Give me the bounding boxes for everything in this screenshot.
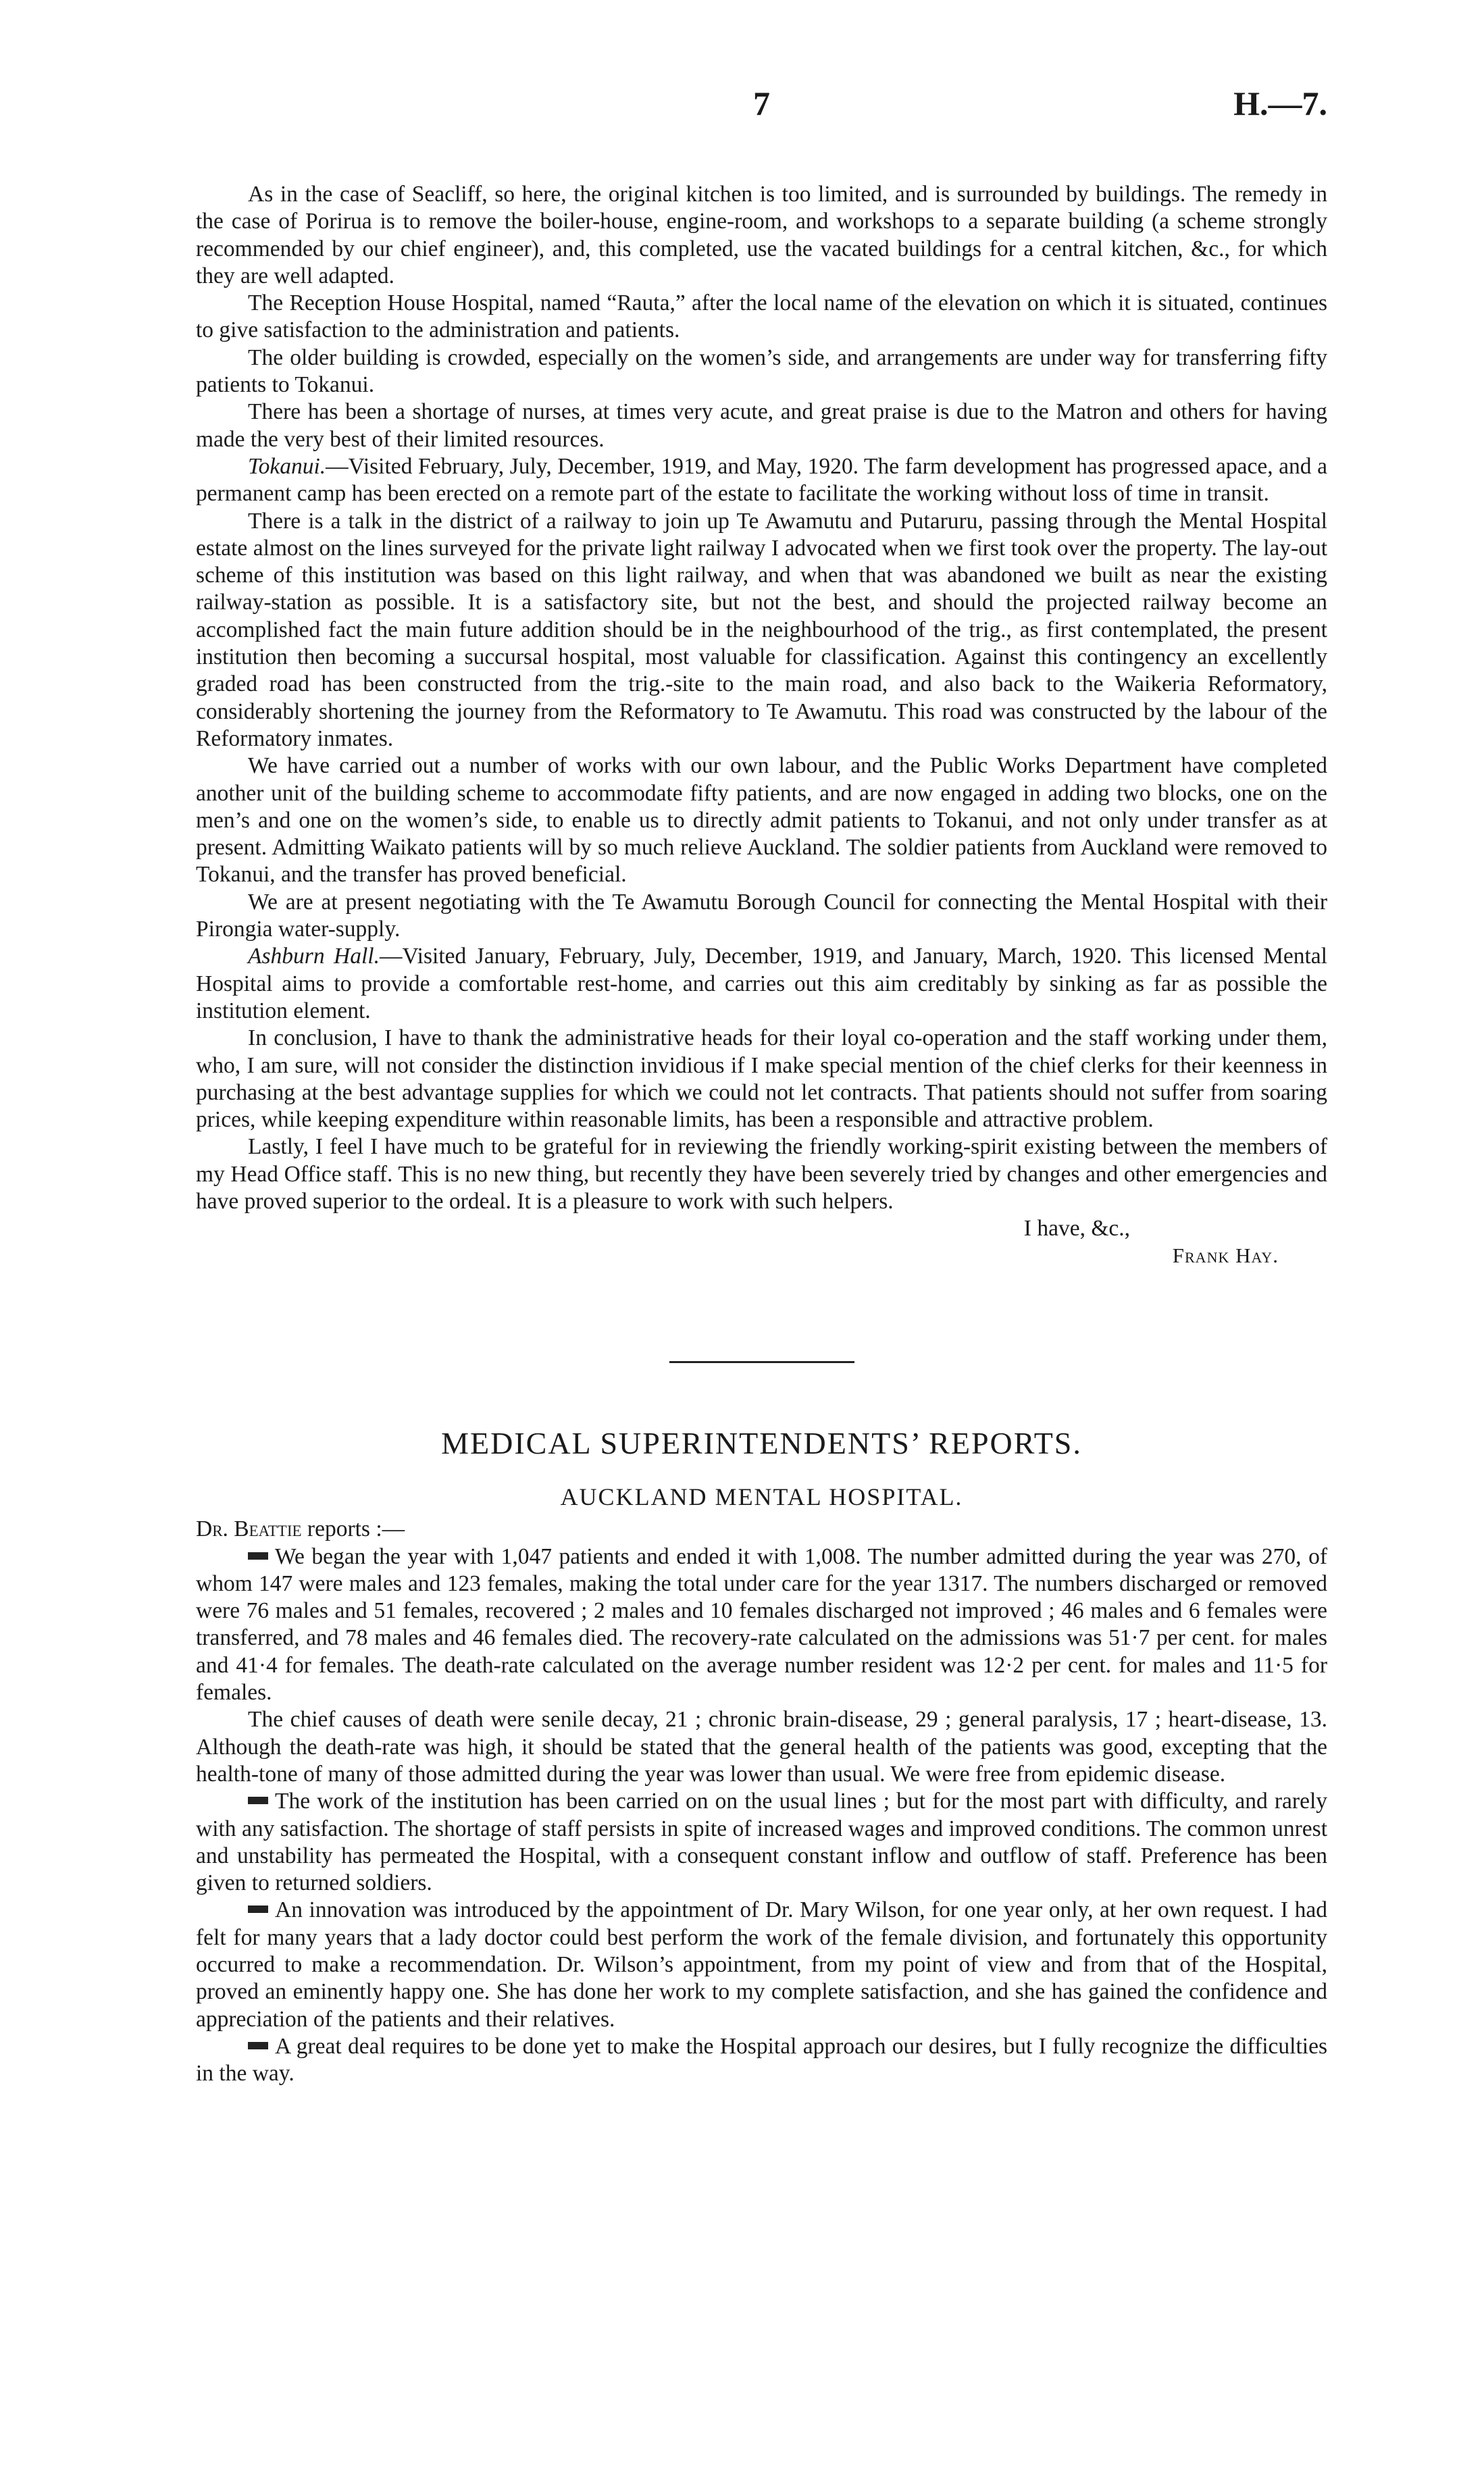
page-body xyxy=(196,181,1327,2088)
paragraph-conclusion: In conclusion, I have to thank the administrative heads for their loyal co-operation and the staff working under them, who, I am sure, will not consider the distinction invidious if I make special mention of the chief clerks for their keenness in purchasing at the best advantage supplies for which we could not let contracts. That patients should not suffer from soaring prices, while keeping expenditure within reasonable limits, has been a responsible and attractive problem. xyxy=(196,1025,1327,1133)
paragraph-mark-icon xyxy=(248,1552,268,1560)
tokanui-heading: Tokanui. xyxy=(248,453,326,479)
paragraph-mark-icon xyxy=(248,2042,268,2049)
ashburn-heading: Ashburn Hall. xyxy=(248,944,380,969)
signoff-name: Frank Hay. xyxy=(1172,1244,1279,1268)
section-subtitle: AUCKLAND MENTAL HOSPITAL. xyxy=(560,1483,963,1511)
reporter-name: Dr. Beattie xyxy=(196,1516,302,1542)
ashburn-text: —Visited January, February, July, December, 1919, and January, March, 1920. This licensed Mental Hospital aims to provide a comfortable rest-home, and carries out this aim creditably by sinking as far as possible the institution element. xyxy=(196,944,1327,1023)
paragraph-works: We have carried out a number of works with our own labour, and the Public Works Department have completed another unit of the building scheme to accommodate fifty patients, and are now engaged in adding two blocks, one on the men’s and one on the women’s side, to enable us to directly admit patients to Tokanui, and not only under transfer as at present. Admitting Waikato patients will by so much relieve Auckland. The soldier patients from Auckland were removed to Tokanui, and the transfer has proved beneficial. xyxy=(196,753,1327,888)
signoff xyxy=(196,1215,1327,1271)
paragraph-older-building: The older building is crowded, especially on the women’s side, and arrangements are under way for transferring fifty patients to Tokanui. xyxy=(196,344,1327,398)
section-title: MEDICAL SUPERINTENDENTS’ REPORTS. xyxy=(441,1426,1082,1461)
paragraph-mark-icon xyxy=(248,1797,268,1804)
paragraph-railway: There is a talk in the district of a railway to join up Te Awamutu and Putaruru, passing through the Mental Hospital estate almost on the lines surveyed for the private light railway I advocated when we first took over the property. The lay-out scheme of this institution was based on this light railway, and when that was abandoned we built as near the existing railway-station as possible. It is a satisfactory site, but not the best, and should the projected railway become an accomplished fact the main future addition should be in the neighbourhood of the trig., as first contemplated, the present institution then becoming a succursal hospital, most valuable for classification. Against this contingency an excellently graded road has been constructed from the trig.-site to the main road, and also back to the Waikeria Reformatory, considerably shortening the journey from the Reformatory to Te Awamutu. This road was constructed by the labour of the Reformatory inmates. xyxy=(196,508,1327,751)
report-paragraph-admissions: We began the year with 1,047 patients and ended it with 1,008. The number admitted during the year was 270, of whom 147 were males and 123 females, making the total under care for the year 1317. The numbers discharged or removed were 76 males and 51 females, recovered ; 2 males and 10 females discharged not improved ; 46 males and 6 females were transferred, and 78 males and 46 females died. The recovery-rate calculated on the admissions was 51·7 per cent. for males and 41·4 for females. The death-rate calculated on the average number resident was 12·2 per cent. for males and 11·5 for females. xyxy=(196,1543,1327,1706)
signoff-closing: I have, &c., xyxy=(1023,1216,1130,1242)
paragraph-kitchen: As in the case of Seacliff, so here, the original kitchen is too limited, and is surrounded by buildings. The remedy in the case of Porirua is to remove the boiler-house, engine-room, and workshops to a separate building (a scheme strongly recommended by our chief engineer), and, this completed, use the vacated buildings for a central kitchen, &c., for which they are well adapted. xyxy=(196,182,1327,288)
section-divider xyxy=(669,1361,854,1363)
report-paragraph-lady-doctor: An innovation was introduced by the appointment of Dr. Mary Wilson, for one year only, at her own request. I had felt for many years that a lady doctor could best perform the work of the female division, and fortunately this opportunity occurred to make a recommendation. Dr. Wilson’s appointment, from my point of view and from that of the Hospital, proved an eminently happy one. She has done her work to my complete satisfaction, and she has gained the confidence and appreciation of the patients and their relatives. xyxy=(196,1897,1327,2032)
paragraph-water-supply: We are at present negotiating with the Te Awamutu Borough Council for connecting the Mental Hospital with their Pirongia water-supply. xyxy=(196,889,1327,942)
report-paragraph-requirements: A great deal requires to be done yet to make the Hospital approach our desires, but I fully recognize the difficulties in the way. xyxy=(196,2033,1327,2087)
report-paragraph-deaths: The chief causes of death were senile decay, 21 ; chronic brain-disease, 29 ; general paralysis, 17 ; heart-disease, 13. Although the death-rate was high, it should be stated that the general health of the patients was good, excepting that the health-tone of many of those admitted during the year was lower than usual. We were free from epidemic disease. xyxy=(196,1707,1327,1787)
reporter-line xyxy=(196,1516,1327,1543)
tokanui-text: —Visited February, July, December, 1919, and May, 1920. The farm development has progressed apace, and a permanent camp has been erected on a remote part of the estate to facilitate the working without loss of time in transit. xyxy=(196,453,1327,507)
document-code: H.—7. xyxy=(1233,84,1327,122)
report-paragraph-staff: The work of the institution has been carried on on the usual lines ; but for the most part with difficulty, and rarely with any satisfaction. The shortage of staff persists in spite of increased wages and improved conditions. The common unrest and unstability has permeated the Hospital, with a consequent constant inflow and outflow of staff. Preference has been given to returned soldiers. xyxy=(196,1789,1327,1896)
paragraph-nurses: There has been a shortage of nurses, at times very acute, and great praise is due to the Matron and others for having made the very best of their limited resources. xyxy=(196,399,1327,452)
page-header xyxy=(196,84,1327,138)
reporter-verb: reports :— xyxy=(307,1516,405,1542)
paragraph-tokanui xyxy=(196,453,1327,508)
paragraph-reception-house: The Reception House Hospital, named “Rauta,” after the local name of the elevation on which it is situated, continues to give satisfaction to the administration and patients. xyxy=(196,290,1327,343)
paragraph-mark-icon xyxy=(248,1905,268,1913)
page-number: 7 xyxy=(753,84,770,122)
paragraph-ashburn xyxy=(196,943,1327,1025)
paragraph-lastly: Lastly, I feel I have much to be grateful for in reviewing the friendly working-spirit existing between the members of my Head Office staff. This is no new thing, but recently they have been severely tried by changes and other emergencies and have proved superior to the ordeal. It is a pleasure to work with such helpers. xyxy=(196,1134,1327,1214)
